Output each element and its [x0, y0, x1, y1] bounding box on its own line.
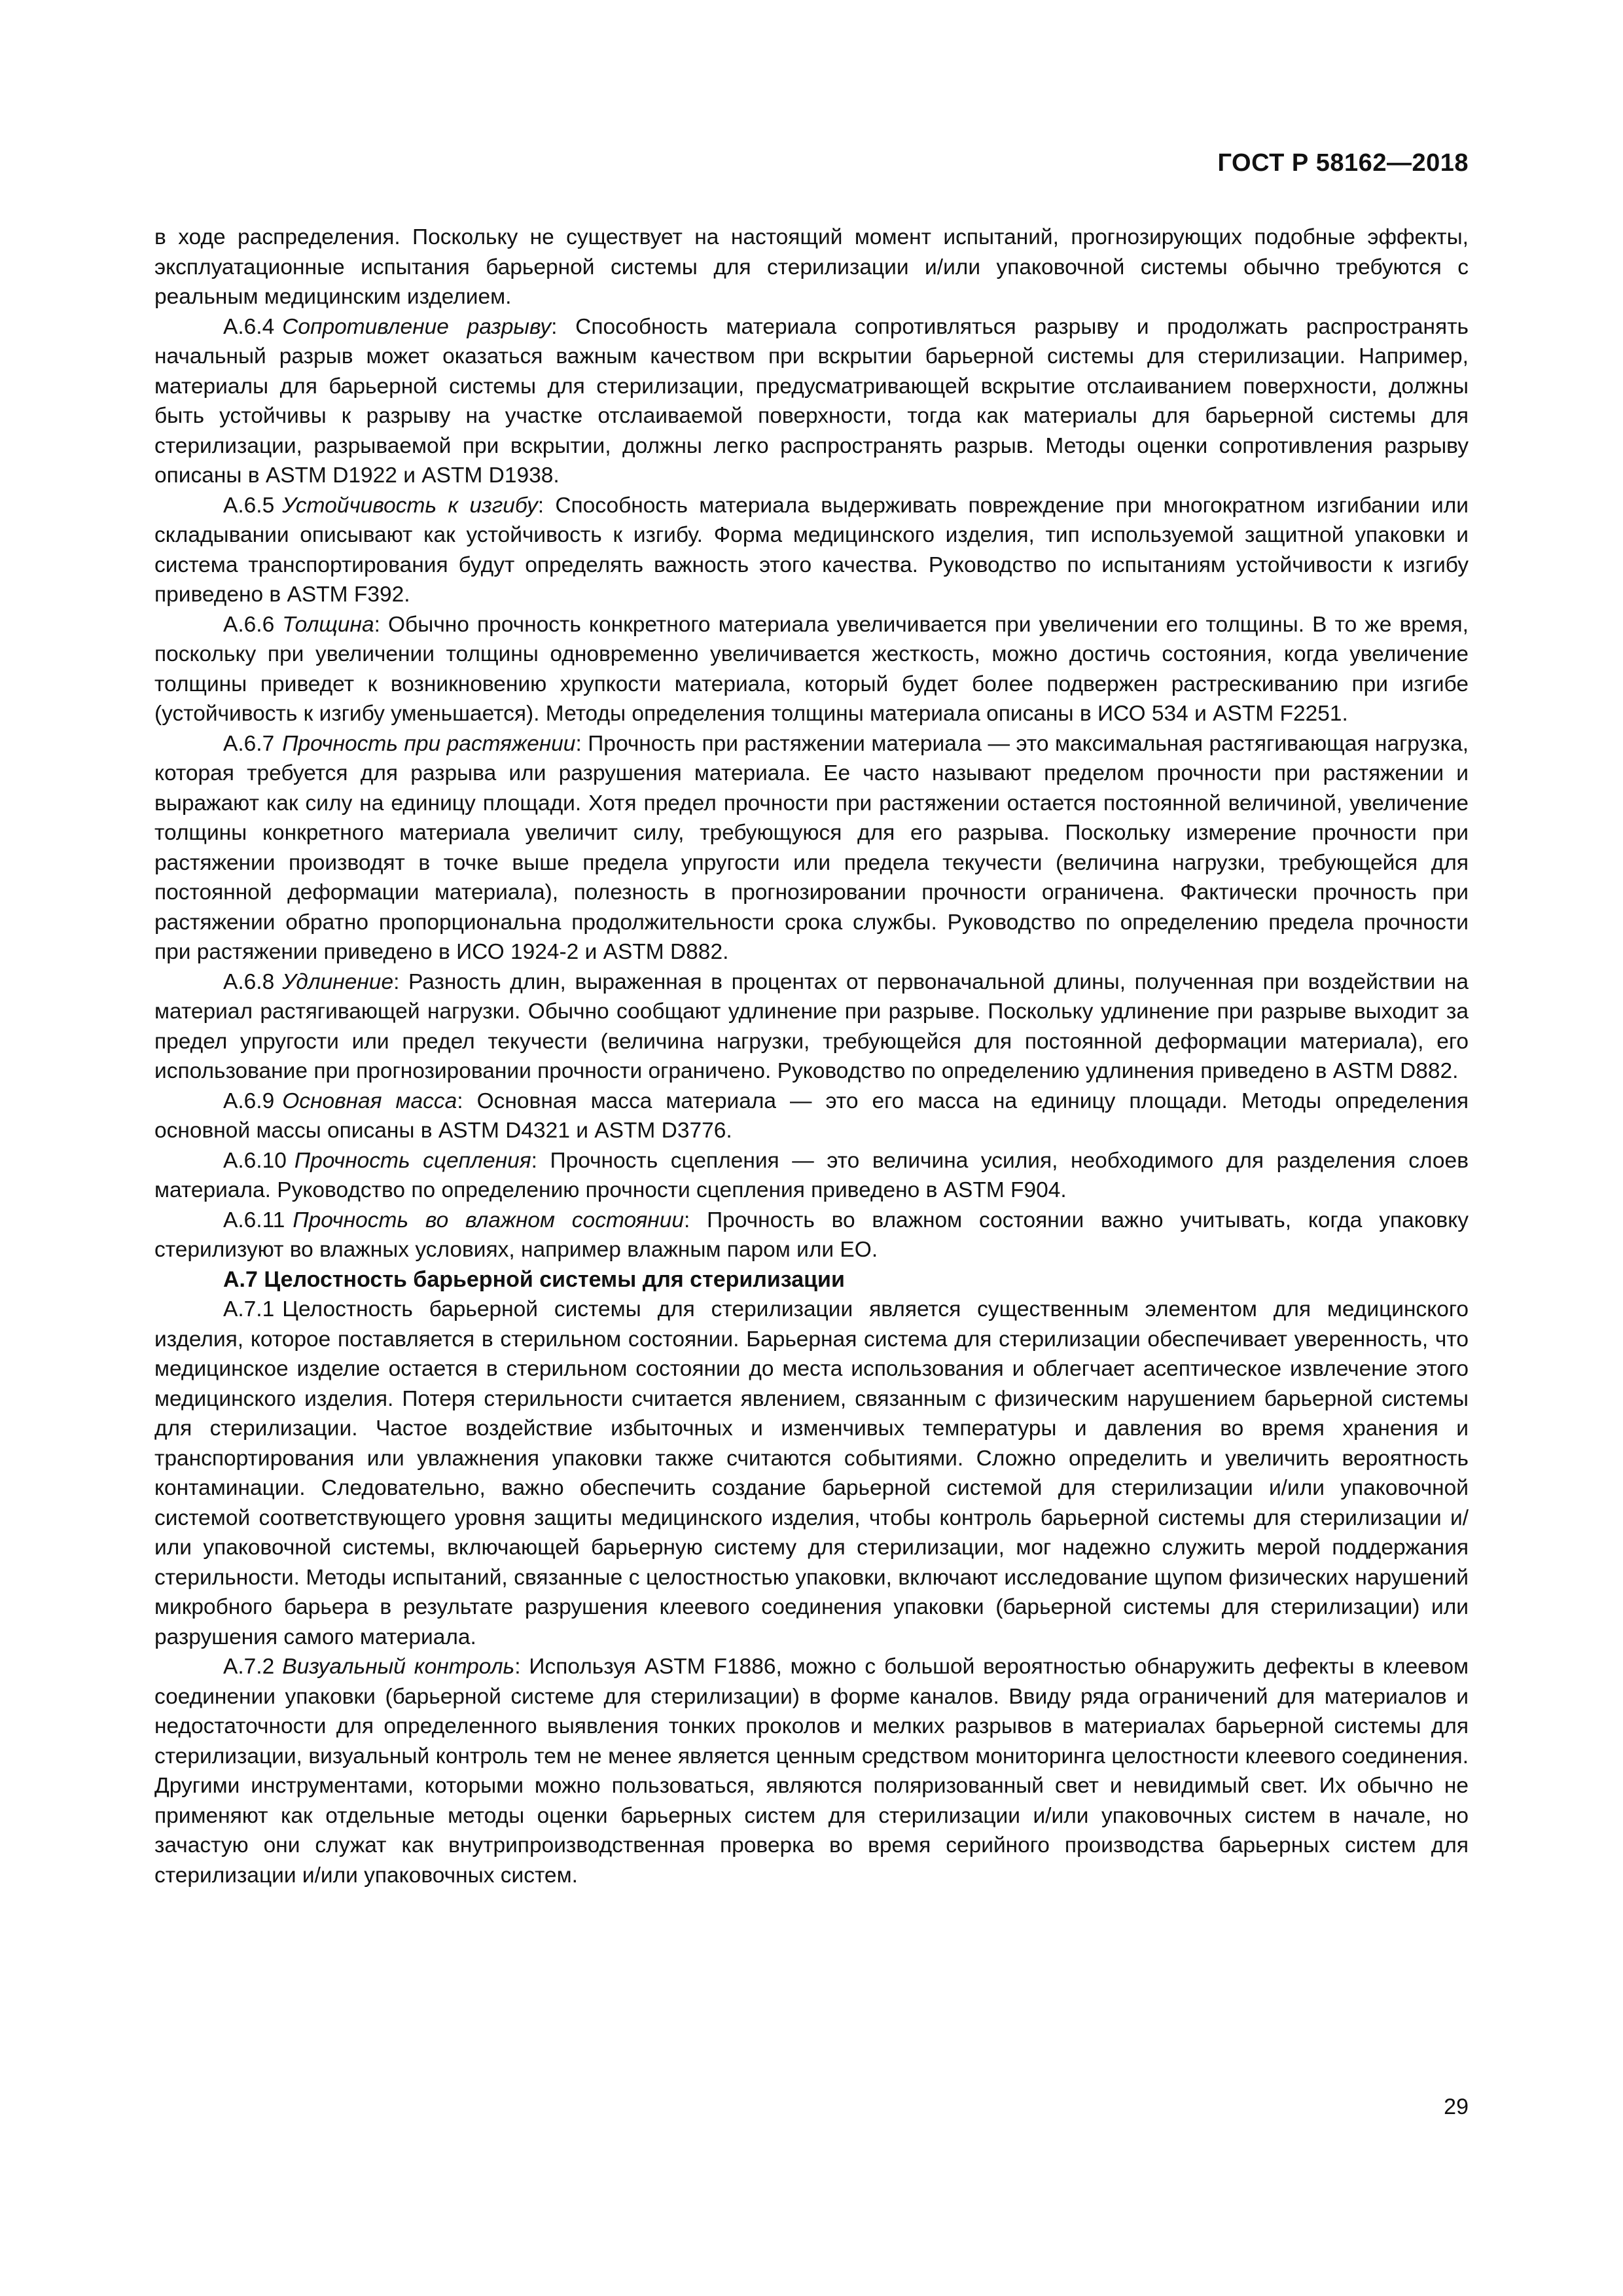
paragraph-a6-8	[154, 967, 1469, 1086]
page-number: 29	[1444, 2094, 1469, 2119]
clause-term: Визуальный контроль	[282, 1655, 515, 1679]
clause-text: : Прочность во влажном состоянии важно учитывать, когда упаковку стерилизуют во влажных условиях, например влажным паром или ЕО.	[154, 1208, 1469, 1262]
clause-number: А.7.2	[223, 1655, 275, 1679]
clause-number: А.7.1	[223, 1297, 275, 1321]
clause-text: : Способность материала выдерживать повреждение при многократном изгибании или складывании описывают как устойчивость к изгибу. Форма медицинского изделия, тип используемой защитной упаковки и система транспортирования будут определять важность этого качества. Руководство по испытаниям устойчивости к изгибу приведено в ASTM F392.	[154, 493, 1469, 607]
page-body	[154, 223, 1469, 1890]
clause-text: : Основная масса материала — это его масса на единицу площади. Методы определения основной массы описаны в ASTM D4321 и ASTM D3776.	[154, 1088, 1469, 1143]
clause-text: : Прочность при растяжении материала — это максимальная растягивающая нагрузка, которая требуется для разрыва или разрушения материала. Ее часто называют пределом прочности при растяжении и выражают как силу на единицу площади. Хотя предел прочности при растяжении остается постоянной величиной, увеличение толщины конкретного материала увеличит силу, требующуюся для его разрыва. Поскольку измерение прочности при растяжении производят в точке выше предела упругости или предела текучести (величина нагрузки, требующейся для постоянной деформации материала), полезность в прогнозировании прочности ограничена. Фактически прочность при растяжении обратно пропорциональна продолжительности срока службы. Руководство по определению предела прочности при растяжении приведено в ИСО 1924-2 и ASTM D882.	[154, 731, 1469, 964]
paragraph-a7-1	[154, 1295, 1469, 1652]
clause-number: А.6.7	[223, 731, 275, 756]
clause-term: Сопротивление разрыву	[282, 314, 552, 339]
clause-text: Целостность барьерной системы для стерилизации является существенным элементом для медицинского изделия, которое поставляется в стерильном состоянии. Барьерная система для стерилизации обеспечивает уверенность, что медицинское изделие остается в стерильном состоянии до места использования и облегчает асептическое извлечение этого медицинского изделия. Потеря стерильности считается явлением, связанным с физическим нарушением барьерной системы для стерилизации. Частое воздействие избыточных и изменчивых температуры и давления во время хранения и транспортирования или увлажнения упаковки также считаются событиями. Сложно определить и увеличить вероятность контаминации. Следовательно, важно обеспечить создание барьерной системой для стерилизации и/или упаковочной системой соответствующего уровня защиты медицинского изделия, чтобы контроль барьерной системы для стерилизации и/или упаковочной системы, включающей барьерную систему для стерилизации, мог надежно служить мерой поддержания стерильности. Методы испытаний, связанные с целостностью упаковки, включают исследование щупом физических нарушений микробного барьера в результате разрушения клеевого соединения упаковки (барьерной системы для стерилизации) или разрушения самого материала.	[154, 1297, 1469, 1649]
clause-term: Удлинение	[282, 969, 394, 994]
clause-term: Прочность при растяжении	[282, 731, 576, 756]
paragraph-a7-2	[154, 1652, 1469, 1890]
clause-number: А.6.9	[223, 1088, 275, 1113]
clause-text: : Обычно прочность конкретного материала увеличивается при увеличении его толщины. В то же время, поскольку при увеличении толщины одновременно увеличивается жесткость, можно достичь состояния, когда увеличение толщины приведет к возникновению хрупкости материала, который будет более подвержен растрескиванию при изгибе (устойчивость к изгибу уменьшается). Методы определения толщины материала описаны в ИСО 534 и ASTM F2251.	[154, 612, 1469, 726]
clause-number: А.6.6	[223, 612, 275, 637]
clause-text: : Прочность сцепления — это величина усилия, необходимого для разделения слоев материала. Руководство по определению прочности сцепления приведено в ASTM F904.	[154, 1148, 1469, 1202]
clause-term: Прочность сцепления	[294, 1148, 531, 1173]
paragraph-a6-4	[154, 312, 1469, 491]
clause-text: : Используя ASTM F1886, можно с большой вероятностью обнаружить дефекты в клеевом соединении упаковки (барьерной системе для стерилизации) в форме каналов. Ввиду ряда ограничений для материалов и недостаточности для определенного выявления тонких проколов и мелких разрывов в материалах барьерной системы для стерилизации, визуальный контроль тем не менее является ценным средством мониторинга целостности клеевого соединения. Другими инструментами, которыми можно пользоваться, являются поляризованный свет и невидимый свет. Их обычно не применяют как отдельные методы оценки барьерных систем для стерилизации и/или упаковочных систем в начале, но зачастую они служат как внутрипроизводственная проверка во время серийного производства барьерных систем для стерилизации и/или упаковочных систем.	[154, 1655, 1469, 1888]
clause-number: А.6.10	[223, 1148, 287, 1173]
clause-number: А.6.11	[223, 1208, 285, 1232]
clause-term: Прочность во влажном состоянии	[293, 1208, 684, 1232]
clause-number: А.6.8	[223, 969, 275, 994]
paragraph-a6-6	[154, 610, 1469, 729]
paragraph-a6-9	[154, 1086, 1469, 1146]
clause-term: Толщина	[282, 612, 374, 637]
clause-term: Основная масса	[282, 1088, 457, 1113]
clause-text: : Разность длин, выраженная в процентах от первоначальной длины, полученная при воздействии на материал растягивающей нагрузки. Обычно сообщают удлинение при разрыве. Поскольку удлинение при разрыве выходит за предел упругости или предел текучести (величина нагрузки, требующейся для постоянной деформации материала), его использование при прогнозировании прочности ограничено. Руководство по определению удлинения приведено в ASTM D882.	[154, 969, 1469, 1083]
paragraph-a6-7	[154, 729, 1469, 967]
paragraph-a6-5	[154, 491, 1469, 610]
clause-text: : Способность материала сопротивляться разрыву и продолжать распространять начальный разрыв может оказаться важным качеством при вскрытии барьерной системы для стерилизации. Например, материалы для барьерной системы для стерилизации, предусматривающей вскрытие отслаиванием поверхности, должны быть устойчивы к разрыву на участке отслаиваемой поверхности, тогда как материалы для барьерной системы для стерилизации, разрываемой при вскрытии, должны легко распространять разрыв. Методы оценки сопротивления разрыву описаны в ASTM D1922 и ASTM D1938.	[154, 314, 1469, 488]
clause-number: А.6.4	[223, 314, 275, 339]
document-code-header: ГОСТ Р 58162—2018	[1217, 149, 1469, 177]
clause-number: А.6.5	[223, 493, 275, 518]
section-heading-a7: А.7 Целостность барьерной системы для стерилизации	[223, 1266, 845, 1292]
paragraph-a6-11	[154, 1206, 1469, 1265]
paragraph-a6-10	[154, 1146, 1469, 1206]
intro-paragraph: в ходе распределения. Поскольку не существует на настоящий момент испытаний, прогнозирующих подобные эффекты, эксплуатационные испытания барьерной системы для стерилизации и/или упаковочной системы обычно требуются с реальным медицинским изделием.	[154, 225, 1469, 309]
clause-term: Устойчивость к изгибу	[282, 493, 538, 518]
